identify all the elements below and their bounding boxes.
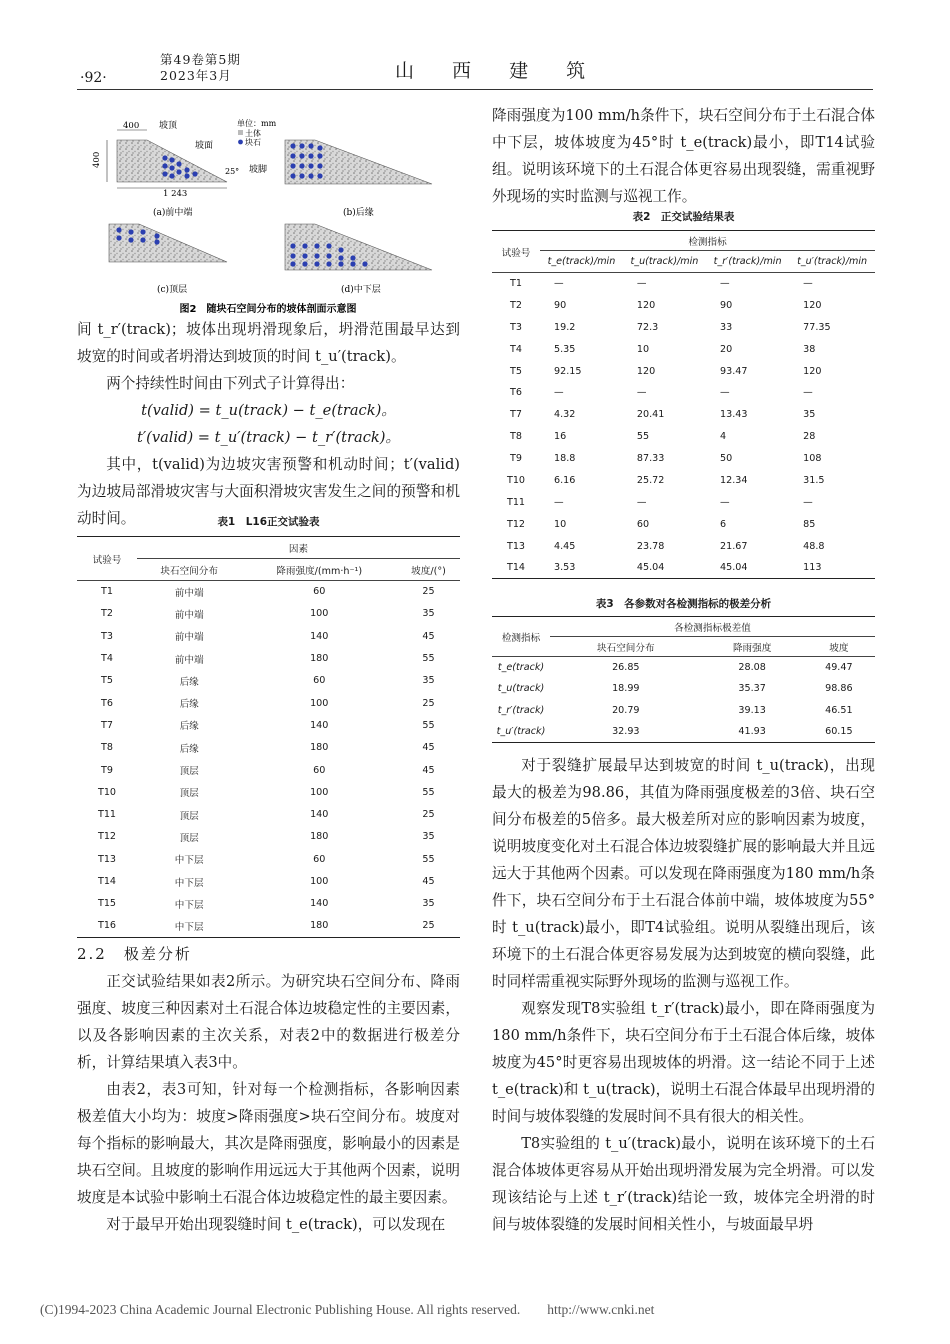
t2-cell: 55: [636, 431, 650, 443]
t1-row: [77, 647, 460, 669]
t2-cell: 6.16: [554, 474, 576, 486]
issue-info: [160, 52, 241, 84]
para-t-track-def: 间 t_r′(track)；坡体出现坍滑现象后，坍滑范围最早达到坡宽的时间或者坍滑达到坡顶的时间 t_u′(track)。: [77, 321, 460, 365]
para-range-result: 由表2，表3可知，针对每一个检测指标，各影响因素极差值大小均为：坡度>降雨强度>块石空间分布。坡度对每个指标的影响最大，其次是降雨强度，影响最小的因素是块石空间。且坡度的影响作用远远大于其他两个因素，说明坡度是本试验中影响土石混合体边坡稳定性的最主要因素。: [77, 1081, 460, 1206]
dim-400-height: 400: [92, 151, 102, 168]
t2-cell: T10: [506, 474, 526, 486]
t2-cell: —: [803, 278, 813, 290]
t2-row: [492, 513, 875, 535]
t1-cell: 后缘: [179, 743, 199, 755]
t1-row: [77, 714, 460, 736]
t1-cell: 35: [422, 831, 435, 843]
t1-cell: 60: [313, 586, 326, 598]
t2-cell: 90: [554, 299, 567, 311]
t3-cell: 18.99: [612, 683, 640, 695]
t3-cell: t_r′(track): [497, 704, 545, 716]
t2-cell: T6: [510, 387, 522, 399]
t2-cell: T4: [510, 343, 522, 355]
t2-cell: —: [554, 278, 564, 290]
t2-col-te: t_e(track)/min: [540, 251, 623, 273]
t1-cell: 25: [422, 697, 435, 709]
t3-cell: t_u(track): [497, 683, 545, 695]
t1-cell: 180: [310, 831, 329, 843]
t2-row: [492, 491, 875, 513]
t2-cell: T7: [510, 409, 522, 421]
t1-cell: 25: [397, 915, 460, 937]
t2-cell: T1: [510, 278, 522, 290]
t2-cell: —: [554, 496, 564, 508]
t1-cell: T16: [77, 915, 137, 937]
t2-cell: 31.5: [803, 474, 825, 486]
para-tu-prime-analysis: T8实验组的 t_u′(track)最小，说明在该环境下的土石混合体坡体更容易从开始出现坍滑发展为完全坍滑。可以发现该结论与上述 t_r′(track)结论一致，坡体完全坍滑的时间与坡体裂缝的发展时间相关性小，与坡面最早坍: [492, 1135, 875, 1233]
t2-row: [492, 404, 875, 426]
t3-row: [492, 678, 875, 700]
t1-cell: 60: [313, 853, 326, 865]
subcaption-d: (d)中下层: [341, 285, 381, 295]
t3-row: [492, 700, 875, 722]
t3-cell: t_u′(track): [492, 721, 550, 743]
t2-cell: 12.34: [720, 474, 748, 486]
t2-cell: 4.45: [554, 540, 576, 552]
t1-head-factor: 因素: [137, 537, 460, 559]
t2-cell: 4.32: [554, 409, 576, 421]
t3-cell: 41.93: [702, 721, 803, 743]
t2-row: [492, 338, 875, 360]
t2-cell: —: [636, 496, 647, 508]
t2-cell: 45.04: [623, 557, 706, 579]
t2-cell: 60: [636, 518, 650, 530]
t2-cell: 16: [554, 431, 567, 443]
angle-label: 25°: [225, 167, 240, 176]
t3-col-rock: 块石空间分布: [550, 637, 702, 657]
t1-cell: 中下层: [174, 899, 204, 911]
t1-cell: 顶层: [179, 788, 199, 800]
t3-head-index: 检测指标: [492, 617, 550, 657]
subcaption-a: (a)前中端: [153, 208, 193, 218]
t1-cell: T9: [101, 764, 113, 776]
t1-cell: 140: [310, 719, 329, 731]
t2-cell: T8: [510, 431, 522, 443]
t1-cell: 后缘: [179, 676, 199, 688]
t1-row: [77, 759, 460, 781]
t1-cell: 100: [310, 608, 329, 620]
t2-head-trial: 试验号: [492, 231, 540, 273]
t1-cell: 100: [310, 876, 329, 887]
t2-row: [492, 470, 875, 492]
t2-cell: 18.8: [554, 453, 576, 465]
t2-row: [492, 360, 875, 382]
t2-cell: 50: [720, 453, 733, 465]
t2-cell: 108: [803, 453, 822, 465]
t2-cell: 85: [803, 518, 816, 530]
t2-cell: 10: [554, 518, 567, 530]
t1-cell: T11: [97, 809, 117, 821]
t2-cell: 120: [636, 365, 656, 377]
t1-row: [77, 670, 460, 692]
t2-cell: 13.43: [720, 409, 748, 421]
t2-cell: 120: [803, 365, 822, 377]
t1-cell: T6: [101, 697, 113, 709]
t2-row: [492, 382, 875, 404]
para-t14: 降雨强度为100 mm/h条件下，块石空间分布于土石混合体中下层，坡体坡度为45°时 t_e(track)最小，即T14试验组。说明该环境下的土石混合体更容易出现裂缝，需重视野外现场的实时监测与巡视工作。: [492, 107, 875, 205]
t1-row: [77, 737, 460, 759]
t2-cell: —: [720, 387, 730, 399]
t1-cell: T1: [101, 586, 113, 598]
t1-cell: 180: [241, 915, 397, 937]
t1-cell: 前中端: [174, 632, 204, 644]
dim-base: 1 243: [163, 189, 188, 199]
t3-cell: 32.93: [550, 721, 702, 743]
t1-row: [77, 603, 460, 625]
t2-cell: 10: [636, 343, 650, 355]
equation-2: t′(valid) = t_u′(track) − t_r′(track)。: [136, 429, 400, 446]
t1-cell: T13: [97, 853, 117, 865]
t1-row: [77, 581, 460, 603]
t3-cell: 46.51: [825, 704, 853, 716]
t1-cell: 55: [422, 786, 435, 798]
t1-cell: T14: [97, 876, 117, 887]
t1-cell: 顶层: [179, 832, 199, 844]
t3-cell: 28.08: [738, 662, 766, 673]
figure-2-diagram: [77, 112, 460, 322]
legend-rock: 块石: [245, 138, 261, 147]
t2-cell: 20: [720, 343, 733, 355]
t1-col-slope: 坡度/(°): [397, 559, 460, 581]
t1-body: [77, 581, 460, 938]
t1-cell: 35: [422, 898, 435, 910]
t2-cell: 3.53: [540, 557, 623, 579]
t1-cell: T10: [97, 786, 117, 798]
t3-cell: 49.47: [825, 662, 853, 673]
t2-cell: T11: [506, 496, 526, 508]
t3-head-range: 各检测指标极差值: [550, 617, 875, 637]
t2-cell: 87.33: [636, 453, 665, 465]
t3-body: [492, 657, 875, 743]
t2-head-index: 检测指标: [540, 231, 875, 251]
t2-cell: —: [720, 496, 730, 508]
t2-row: [492, 448, 875, 470]
table-2: [492, 230, 875, 579]
t1-cell: 前中端: [174, 609, 204, 621]
t1-row: [77, 826, 460, 848]
t2-cell: 5.35: [554, 343, 576, 355]
t1-cell: 180: [310, 653, 329, 665]
t1-row: [77, 915, 460, 937]
t1-cell: T2: [101, 608, 113, 620]
t1-cell: 前中端: [174, 587, 204, 599]
t2-row: [492, 557, 875, 579]
t2-col-tr: t_r′(track)/min: [706, 251, 789, 273]
t2-cell: 6: [720, 518, 727, 530]
t3-cell: 20.79: [612, 704, 640, 716]
t2-row: [492, 273, 875, 295]
label-face: 坡面: [195, 141, 214, 151]
t2-col-tu: t_u(track)/min: [623, 251, 706, 273]
equation-1: t(valid) = t_u(track) − t_e(track)。: [141, 402, 396, 419]
t2-cell: 23.78: [636, 540, 665, 552]
journal-title: 山 西 建 筑: [395, 60, 602, 82]
t1-cell: T4: [101, 653, 113, 665]
t1-cell: 后缘: [179, 699, 199, 711]
para-formula-intro: 两个持续性时间由下列式子计算得出：: [106, 375, 355, 392]
t2-cell: 92.15: [554, 365, 582, 377]
t2-cell: —: [720, 278, 730, 290]
figure-2: [77, 112, 460, 322]
t3-row: [492, 657, 875, 679]
t2-row: [492, 316, 875, 338]
subcaption-b: (b)后缘: [343, 208, 374, 218]
volume: 第49卷第5期: [160, 52, 241, 67]
t2-cell: —: [803, 496, 813, 508]
table-1: [77, 536, 460, 938]
t1-cell: 140: [310, 898, 329, 910]
t3-cell: 39.13: [738, 704, 766, 716]
t1-cell: 中下层: [137, 915, 241, 937]
t2-cell: 90: [720, 299, 733, 311]
t1-cell: 55: [422, 653, 435, 665]
t1-cell: 180: [310, 742, 329, 754]
t3-col-slope: 坡度: [803, 637, 875, 657]
t3-cell: 98.86: [825, 683, 853, 695]
t1-cell: T7: [101, 719, 113, 731]
t2-cell: 21.67: [720, 540, 748, 552]
t2-row: [492, 535, 875, 557]
t1-cell: T15: [97, 898, 117, 910]
t3-row: [492, 721, 875, 743]
t2-cell: T2: [510, 299, 522, 311]
left-text-upper: [77, 316, 460, 532]
t1-cell: 140: [310, 809, 329, 821]
t1-cell: 35: [422, 675, 435, 687]
t2-cell: 48.8: [803, 540, 825, 552]
subcaption-c: (c)顶层: [157, 285, 188, 295]
issue-date: 2023年3月: [160, 68, 232, 83]
para-tu-analysis: 对于裂缝扩展最早达到坡宽的时间 t_u(track)，出现最大的极差为98.86，其值为降雨强度极差的3倍、块石空间分布极差的5倍多。最大极差所对应的影响因素为坡度，说明坡度变化对土石混合体边坡裂缝扩展的影响最大并且远远大于其他两个因素。可以发现在降雨强度为180 mm/h条件下，块石空间分布于土石混合体前中端，坡体坡度为55°时 t_u(track)最小，即T4试验组。说明从裂缝出现后，该环境下的土石混合体更容易发展为达到坡宽的横向裂缝，此时同样需重视实际野外现场的监测与巡视工作。: [492, 757, 875, 990]
t2-cell: 33: [720, 321, 733, 333]
t2-cell: T3: [510, 321, 522, 333]
t1-cell: 60: [313, 675, 326, 687]
label-toe: 坡脚: [249, 165, 268, 175]
t1-cell: 100: [310, 697, 329, 709]
t2-cell: —: [554, 387, 564, 399]
t1-cell: T8: [101, 742, 113, 754]
right-text-top: [492, 102, 875, 210]
figure-2-caption: 图2 随块石空间分布的坡体剖面示意图: [179, 304, 357, 315]
t1-row: [77, 781, 460, 803]
t1-cell: 前中端: [174, 654, 204, 666]
t1-cell: 45: [422, 764, 435, 776]
t2-cell: T14: [492, 557, 540, 579]
t2-body: [492, 273, 875, 579]
t2-cell: 120: [803, 299, 822, 311]
copyright-footer: (C)1994-2023 China Academic Journal Electronic Publishing House. All rights reserved. http://www.cnki.net: [40, 1302, 655, 1317]
para-valid-def: 其中，t(valid)为边坡灾害预警和机动时间；t′(valid)为边坡局部滑坡灾害与大面积滑坡灾害发生之间的预警和机动时间。: [77, 456, 460, 527]
slope-b: [285, 140, 432, 184]
label-top: 坡顶: [159, 121, 178, 131]
t1-cell: 中下层: [174, 877, 204, 889]
t2-cell: T9: [510, 453, 522, 465]
t1-cell: 60: [313, 764, 326, 776]
t2-cell: 120: [636, 299, 656, 311]
t2-cell: 38: [803, 343, 816, 355]
t1-row: [77, 848, 460, 870]
t1-cell: 100: [310, 786, 329, 798]
page-number: ·92·: [80, 70, 107, 86]
t1-cell: T3: [101, 630, 113, 642]
t2-cell: —: [636, 387, 647, 399]
t1-col-rock: 块石空间分布: [137, 559, 241, 581]
t2-cell: 4: [720, 431, 727, 443]
legend-unit: 单位：mm: [237, 119, 277, 128]
t1-head-trial: 试验号: [77, 537, 137, 581]
t1-row: [77, 803, 460, 825]
t1-cell: T5: [101, 675, 113, 687]
t1-cell: 140: [310, 630, 329, 642]
t2-cell: 72.3: [636, 321, 659, 333]
t2-cell: 113: [789, 557, 875, 579]
t2-col-tu-prime: t_u′(track)/min: [789, 251, 875, 273]
page-header: [0, 52, 950, 92]
legend-soil-swatch: [238, 130, 243, 135]
t1-cell: 顶层: [179, 810, 199, 822]
t1-row: [77, 893, 460, 915]
t1-cell: 55: [422, 719, 435, 731]
t1-cell: 25: [422, 586, 435, 598]
t2-cell: T13: [506, 540, 526, 552]
t3-cell: 35.37: [738, 683, 766, 695]
t2-cell: 25.72: [636, 474, 665, 486]
table-2-caption: 表2 正交试验结果表: [632, 211, 735, 223]
header-rule: [77, 89, 873, 90]
t2-cell: —: [803, 387, 813, 399]
t1-row: [77, 692, 460, 714]
legend-rock-swatch: [238, 140, 243, 145]
t2-row: [492, 294, 875, 316]
t2-cell: 93.47: [720, 365, 748, 377]
t1-col-rain: 降雨强度/(mm·h⁻¹): [241, 559, 397, 581]
section-heading-2-2: 2.2 极差分析: [77, 945, 192, 963]
table-3: [492, 616, 875, 743]
t1-cell: T12: [97, 831, 117, 843]
slope-c: [109, 224, 227, 262]
t1-cell: 45: [422, 630, 435, 642]
t2-cell: 35: [803, 409, 816, 421]
t2-cell: 28: [803, 431, 816, 443]
t3-col-rain: 降雨强度: [702, 637, 803, 657]
dim-400-top: 400: [123, 121, 140, 131]
para-range-intro: 正交试验结果如表2所示。为研究块石空间分布、降雨强度、坡度三种因素对土石混合体边坡稳定性的主要因素，以及各影响因素的主次关系，对表2中的数据进行极差分析，计算结果填入表3中。: [77, 973, 460, 1071]
t2-cell: T12: [506, 518, 526, 530]
t2-cell: 19.2: [554, 321, 576, 333]
right-text-bottom: [492, 752, 875, 1238]
t1-row: [77, 625, 460, 647]
table-1-caption: 表1 L16正交试验表: [217, 516, 320, 528]
t1-cell: 中下层: [174, 855, 204, 867]
t1-cell: 35: [422, 608, 435, 620]
legend-soil: 土体: [245, 129, 261, 138]
left-text-lower: [77, 941, 460, 1238]
t2-cell: 20.41: [636, 409, 665, 421]
para-tr-analysis: 观察发现T8实验组 t_r′(track)最小，即在降雨强度为180 mm/h条件下，块石空间分布于土石混合体后缘，坡体坡度为45°时更容易出现坡体的坍滑。这一结论不同于上述 t_e(track)和 t_u(track)，说明土石混合体最早出现坍滑的时间与坡体裂缝的发展时间不具有很大的相关性。: [492, 1000, 875, 1125]
t1-cell: 45: [422, 876, 435, 887]
t2-cell: T5: [510, 365, 522, 377]
t2-cell: —: [636, 278, 647, 290]
t2-cell: 45.04: [706, 557, 789, 579]
table-3-caption: 表3 各参数对各检测指标的极差分析: [595, 598, 772, 610]
t3-cell: 26.85: [612, 662, 640, 673]
para-te-start: 对于最早开始出现裂缝时间 t_e(track)，可以发现在: [106, 1216, 446, 1233]
t1-row: [77, 870, 460, 892]
t1-cell: 55: [422, 853, 435, 865]
t1-cell: 45: [422, 742, 435, 754]
t2-row: [492, 426, 875, 448]
t2-cell: 77.35: [803, 321, 831, 333]
t1-cell: 顶层: [179, 766, 199, 778]
t3-cell: t_e(track): [497, 662, 545, 673]
t1-cell: 后缘: [179, 721, 199, 733]
t3-cell: 60.15: [803, 721, 875, 743]
t1-cell: 25: [422, 809, 435, 821]
